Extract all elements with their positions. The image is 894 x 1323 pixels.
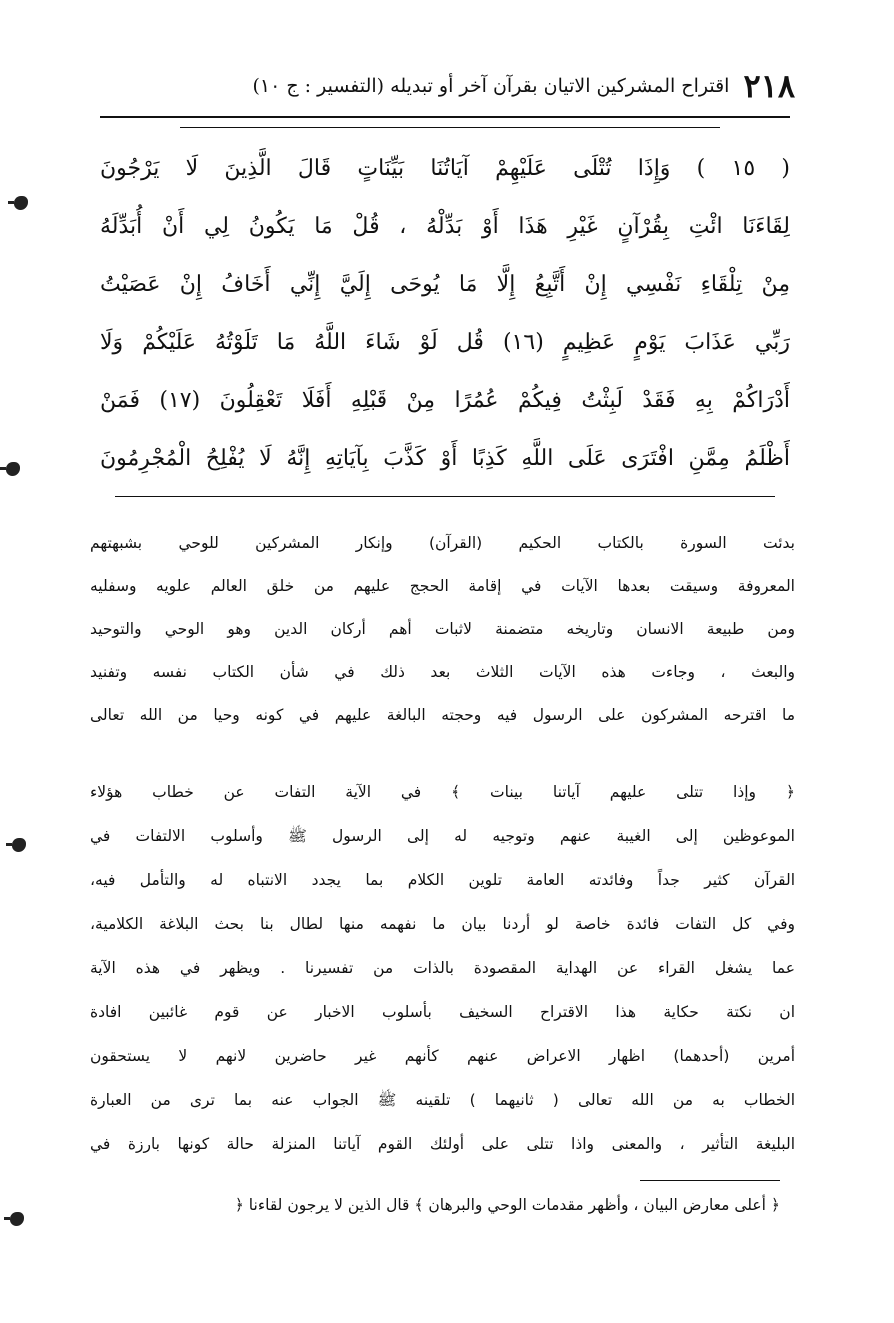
binding-hole-mark xyxy=(6,462,20,476)
verse-line: أَدْرَاكُمْ بِهِ فَقَدْ لَبِثْتُ فِيكُمْ عُمُرًا مِنْ قَبْلِهِ أَفَلَا تَعْقِلُونَ (١٧) فَمَنْ xyxy=(100,388,790,413)
text-line: الخطاب به من الله تعالى ( ثانيهما ) تلقينه ﷺ الجواب عنه بما ترى من العبارة xyxy=(90,1091,795,1109)
binding-hole-mark xyxy=(12,838,26,852)
text-line: أمرين (أحدهما) اظهار الاعراض عنهم كأنهم غير حاضرين لانهم لا يستحقون xyxy=(90,1047,795,1065)
binding-hole-mark xyxy=(10,1212,24,1226)
text-line: المعروفة وسيقت بعدها الآيات في إقامة الحجج عليهم من خلق العالم علويه وسفليه xyxy=(90,577,795,595)
text-line: ومن طبيعة الانسان وتاريخه متضمنة لاثبات أهم أركان الدين وهو الوحي والتوحيد xyxy=(90,620,795,638)
verse-line: أَظْلَمُ مِمَّنِ افْتَرَى عَلَى اللَّهِ كَذِبًا أَوْ كَذَّبَ بِآيَاتِهِ إِنَّهُ لَا يُفْلِحُ الْمُجْرِمُونَ xyxy=(100,446,790,471)
running-title: اقتراح المشركين الاتيان بقرآن آخر أو تبديله (التفسير : ج ١٠) xyxy=(252,75,730,97)
header-rule-thin xyxy=(180,127,720,128)
commentary-paragraph xyxy=(90,770,795,1166)
intro-paragraph xyxy=(90,522,795,737)
footnote-divider xyxy=(640,1180,780,1181)
quran-verses xyxy=(100,140,790,488)
header-rule xyxy=(100,116,790,118)
text-line: ما اقترحه المشركون على الرسول فيه وحجته البالغة عليهم في كونه وحيا من الله تعالى xyxy=(90,706,795,724)
text-line: والبعث ، وجاءت هذه الآيات الثلاث بعد ذلك في شأن الكتاب نفسه وتفنيد xyxy=(90,663,795,681)
page-number: ٢١٨ xyxy=(743,67,795,105)
text-line: عما يشغل القراء عن الهداية المقصودة بالذات من تفسيرنا . ويظهر في هذه الآية xyxy=(90,959,795,977)
text-line: ان نكتة حكاية هذا الاقتراح السخيف بأسلوب الاخبار عن قوم غائبين افادة xyxy=(90,1003,795,1021)
verse-line: ( ١٥ ) وَإِذَا تُتْلَى عَلَيْهِمْ آيَاتُنَا بَيِّنَاتٍ قَالَ الَّذِينَ لَا يَرْجُونَ xyxy=(100,156,790,181)
text-line: القرآن كثير جداً وفائدته العامة تلوين الكلام بما يجدد الانتباه له والتأمل فيه، xyxy=(90,871,795,889)
verse-line: رَبِّي عَذَابَ يَوْمٍ عَظِيمٍ (١٦) قُل لَوْ شَاءَ اللَّهُ مَا تَلَوْتُهُ عَلَيْكُمْ وَلَا xyxy=(100,330,790,355)
binding-hole-mark xyxy=(14,196,28,210)
text-line: الموعوظين إلى الغيبة عنهم وتوجيه له إلى الرسول ﷺ وأسلوب الالتفات في xyxy=(90,827,795,845)
text-line: بدئت السورة بالكتاب الحكيم (القرآن) وإنكار المشركين للوحي بشبهتهم xyxy=(90,534,795,552)
text-line: ﴿ وإذا تتلى عليهم آياتنا بينات ﴾ في الآية التفات عن خطاب هؤلاء xyxy=(90,783,795,801)
text-line: وفي كل التفات فائدة خاصة لو أردنا بيان ما نفهمه منها لطال بنا بحث البلاغة الكلامية، xyxy=(90,915,795,933)
section-divider xyxy=(115,496,775,497)
text-line: البليغة التأثير ، والمعنى واذا تتلى على أولئك القوم آياتنا المنزلة حالة كونها بارزة في xyxy=(90,1135,795,1153)
page-header xyxy=(95,66,795,106)
verse-line: مِنْ تِلْقَاءِ نَفْسِي إِنْ أَتَّبِعُ إِلَّا مَا يُوحَى إِلَيَّ إِنِّي أَخَافُ إِنْ عَصَيْتُ xyxy=(100,272,790,297)
verse-line: لِقَاءَنَا ائْتِ بِقُرْآنٍ غَيْرِ هَذَا أَوْ بَدِّلْهُ ، قُلْ مَا يَكُونُ لِي أَنْ أُبَدِّلَهُ xyxy=(100,214,790,239)
continuation-line: ﴿ أعلى معارض البيان ، وأظهر مقدمات الوحي والبرهان ﴾ قال الذين لا يرجون لقاءنا ﴿ xyxy=(234,1196,780,1214)
